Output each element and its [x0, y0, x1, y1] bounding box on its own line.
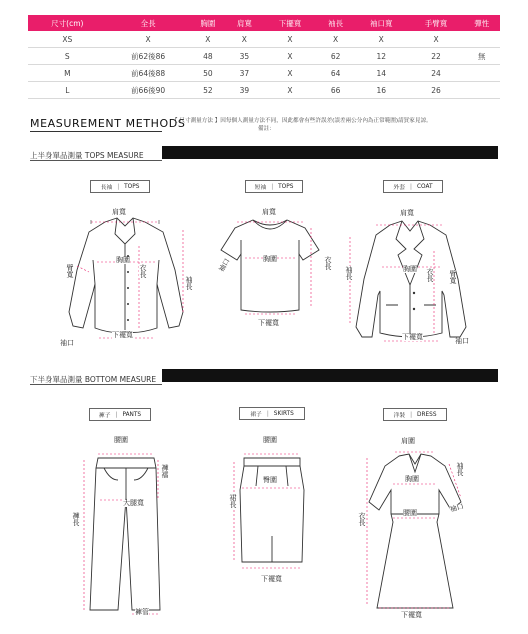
coat-shoulder-label: 肩寬 — [400, 209, 414, 217]
dress-hem-label: 下襬寬 — [401, 611, 422, 619]
table-cell: 14 — [354, 65, 409, 82]
measurement-note: 【 尺寸測量方法 】因每個人測量方法不同，因此都會有些許誤差(誤差兩公分內為正常範圍)請買家見諒。 — [172, 118, 432, 124]
table-cell: 24 — [409, 65, 464, 82]
caption-zh: 外套 — [393, 185, 406, 191]
table-row — [28, 82, 500, 99]
coat-arm-width-label: 臂寬 — [449, 270, 457, 284]
table-cell: X — [190, 31, 227, 48]
col-header-chest: 胸圍 — [190, 15, 227, 31]
caption-en: COAT — [416, 183, 433, 190]
table-cell: 62 — [317, 48, 354, 65]
caption-en: TOPS — [124, 183, 140, 190]
caption-zh: 裙子 — [250, 412, 262, 418]
short-sleeve-length-label: 衣長 — [324, 256, 332, 270]
table-cell: X — [263, 65, 318, 82]
bottoms-section-bar — [162, 369, 498, 382]
pants-rise-label: 褲襠 — [161, 464, 169, 478]
table-cell: 39 — [226, 82, 263, 99]
coat-hem-label: 下襬寬 — [402, 333, 423, 341]
long-sleeve-sleeve-length-label: 袖長 — [185, 276, 193, 290]
col-header-shoulder: 肩寬 — [226, 15, 263, 31]
table-cell: 66 — [317, 82, 354, 99]
tops-section-underline — [30, 160, 162, 161]
table-cell: 12 — [354, 48, 409, 65]
table-cell: 64 — [317, 65, 354, 82]
dress-sleeve-length-label: 袖長 — [456, 462, 464, 476]
pants-hem-label: 褲管 — [135, 608, 149, 616]
table-row — [28, 31, 500, 48]
col-header-length: 全長 — [107, 15, 190, 31]
dress-waist-label: 腰圍 — [403, 509, 417, 517]
caption-en: DRESS — [417, 411, 437, 418]
skirt-caption: 裙子 | SKIRTS — [239, 407, 305, 420]
tops-section-label: 上半身單品測量 TOPS MEASURE — [30, 151, 144, 160]
col-header-cuff: 袖口寬 — [354, 15, 409, 31]
skirt-hem-label: 下襬寬 — [261, 575, 282, 583]
coat-chest-label: 胸圍 — [403, 265, 417, 273]
col-header-sleeve: 袖長 — [317, 15, 354, 31]
table-cell: X — [263, 31, 318, 48]
long-sleeve-shoulder-label: 肩寬 — [112, 208, 126, 216]
measurement-title: MEASUREMENT METHODS — [30, 117, 186, 130]
table-cell: 無 — [463, 48, 500, 65]
dress-length-label: 衣長 — [358, 512, 366, 526]
table-cell: M — [28, 65, 107, 82]
coat-caption: 外套 | COAT — [383, 180, 443, 193]
long-sleeve-hem-label: 下襬寬 — [112, 331, 133, 339]
pants-caption: 褲子 | PANTS — [89, 408, 151, 421]
dress-caption: 洋裝 | DRESS — [383, 408, 447, 421]
col-header-size: 尺寸(cm) — [28, 15, 107, 31]
bottoms-section-underline — [30, 384, 162, 385]
table-cell: 52 — [190, 82, 227, 99]
long-sleeve-caption: 長袖 | TOPS — [90, 180, 150, 193]
long-sleeve-cuff-label: 袖口 — [60, 339, 74, 347]
caption-zh: 短袖 — [254, 185, 267, 191]
table-cell: X — [354, 31, 409, 48]
dress-cuff-label: 袖口 — [449, 502, 465, 514]
short-sleeve-tee-illustration — [215, 210, 325, 320]
caption-en: TOPS — [278, 183, 294, 190]
short-sleeve-hem-label: 下襬寬 — [258, 319, 279, 327]
short-sleeve-shoulder-label: 肩寬 — [262, 208, 276, 216]
measurement-remark: 備註： — [258, 126, 275, 132]
short-sleeve-cuff-label: 袖口 — [217, 257, 232, 274]
table-cell: 22 — [409, 48, 464, 65]
table-cell: 35 — [226, 48, 263, 65]
caption-en: SKIRTS — [273, 410, 294, 417]
table-cell: X — [107, 31, 190, 48]
table-cell: XS — [28, 31, 107, 48]
table-cell: X — [317, 31, 354, 48]
table-cell: 前62後86 — [107, 48, 190, 65]
skirt-hip-label: 臀圍 — [263, 476, 277, 484]
table-cell: S — [28, 48, 107, 65]
table-cell: 前66後90 — [107, 82, 190, 99]
table-cell: 16 — [354, 82, 409, 99]
measurement-title-underline — [30, 131, 162, 132]
coat-illustration — [350, 215, 480, 345]
table-cell: X — [226, 31, 263, 48]
table-cell: 37 — [226, 65, 263, 82]
caption-zh: 褲子 — [98, 413, 111, 419]
pants-illustration — [80, 450, 170, 615]
table-cell: X — [263, 82, 318, 99]
pants-length-label: 褲長 — [72, 512, 80, 526]
col-header-hem: 下擺寬 — [263, 15, 318, 31]
table-row — [28, 48, 500, 65]
caption-en: PANTS — [122, 411, 142, 418]
short-sleeve-chest-label: 胸圍 — [263, 255, 277, 263]
caption-zh: 洋裝 — [393, 413, 406, 419]
skirt-illustration — [232, 450, 312, 580]
table-cell — [463, 31, 500, 48]
table-row — [28, 65, 500, 82]
table-cell: L — [28, 82, 107, 99]
long-sleeve-chest-label: 胸圍 — [116, 256, 130, 264]
size-table — [28, 15, 500, 99]
col-header-arm: 手臂寬 — [409, 15, 464, 31]
coat-cuff-label: 袖口 — [455, 337, 469, 345]
skirt-waist-label: 腰圍 — [263, 436, 277, 444]
col-header-stretch: 彈性 — [463, 15, 500, 31]
tops-section-bar — [162, 146, 498, 159]
pants-thigh-label: 大腿寬 — [123, 499, 144, 507]
dress-shoulder-label: 肩圍 — [401, 437, 415, 445]
long-sleeve-length-label: 衣長 — [139, 264, 147, 278]
coat-length-label: 衣長 — [426, 268, 434, 282]
table-cell: 48 — [190, 48, 227, 65]
table-cell: X — [409, 31, 464, 48]
pants-waist-label: 腰圍 — [114, 436, 128, 444]
long-sleeve-arm-width-label: 臂寬 — [66, 264, 74, 278]
dress-chest-label: 胸圍 — [405, 475, 419, 483]
table-cell — [463, 65, 500, 82]
table-cell — [463, 82, 500, 99]
table-cell: 50 — [190, 65, 227, 82]
bottoms-section-label: 下半身單品測量 BOTTOM MEASURE — [30, 375, 157, 384]
table-cell: X — [263, 48, 318, 65]
table-cell: 26 — [409, 82, 464, 99]
caption-zh: 長袖 — [100, 185, 113, 191]
short-sleeve-caption: 短袖 | TOPS — [245, 180, 303, 193]
coat-sleeve-length-label: 袖長 — [345, 266, 353, 280]
table-cell: 前64後88 — [107, 65, 190, 82]
size-table-header-row — [28, 15, 500, 31]
skirt-length-label: 裙長 — [229, 494, 237, 508]
